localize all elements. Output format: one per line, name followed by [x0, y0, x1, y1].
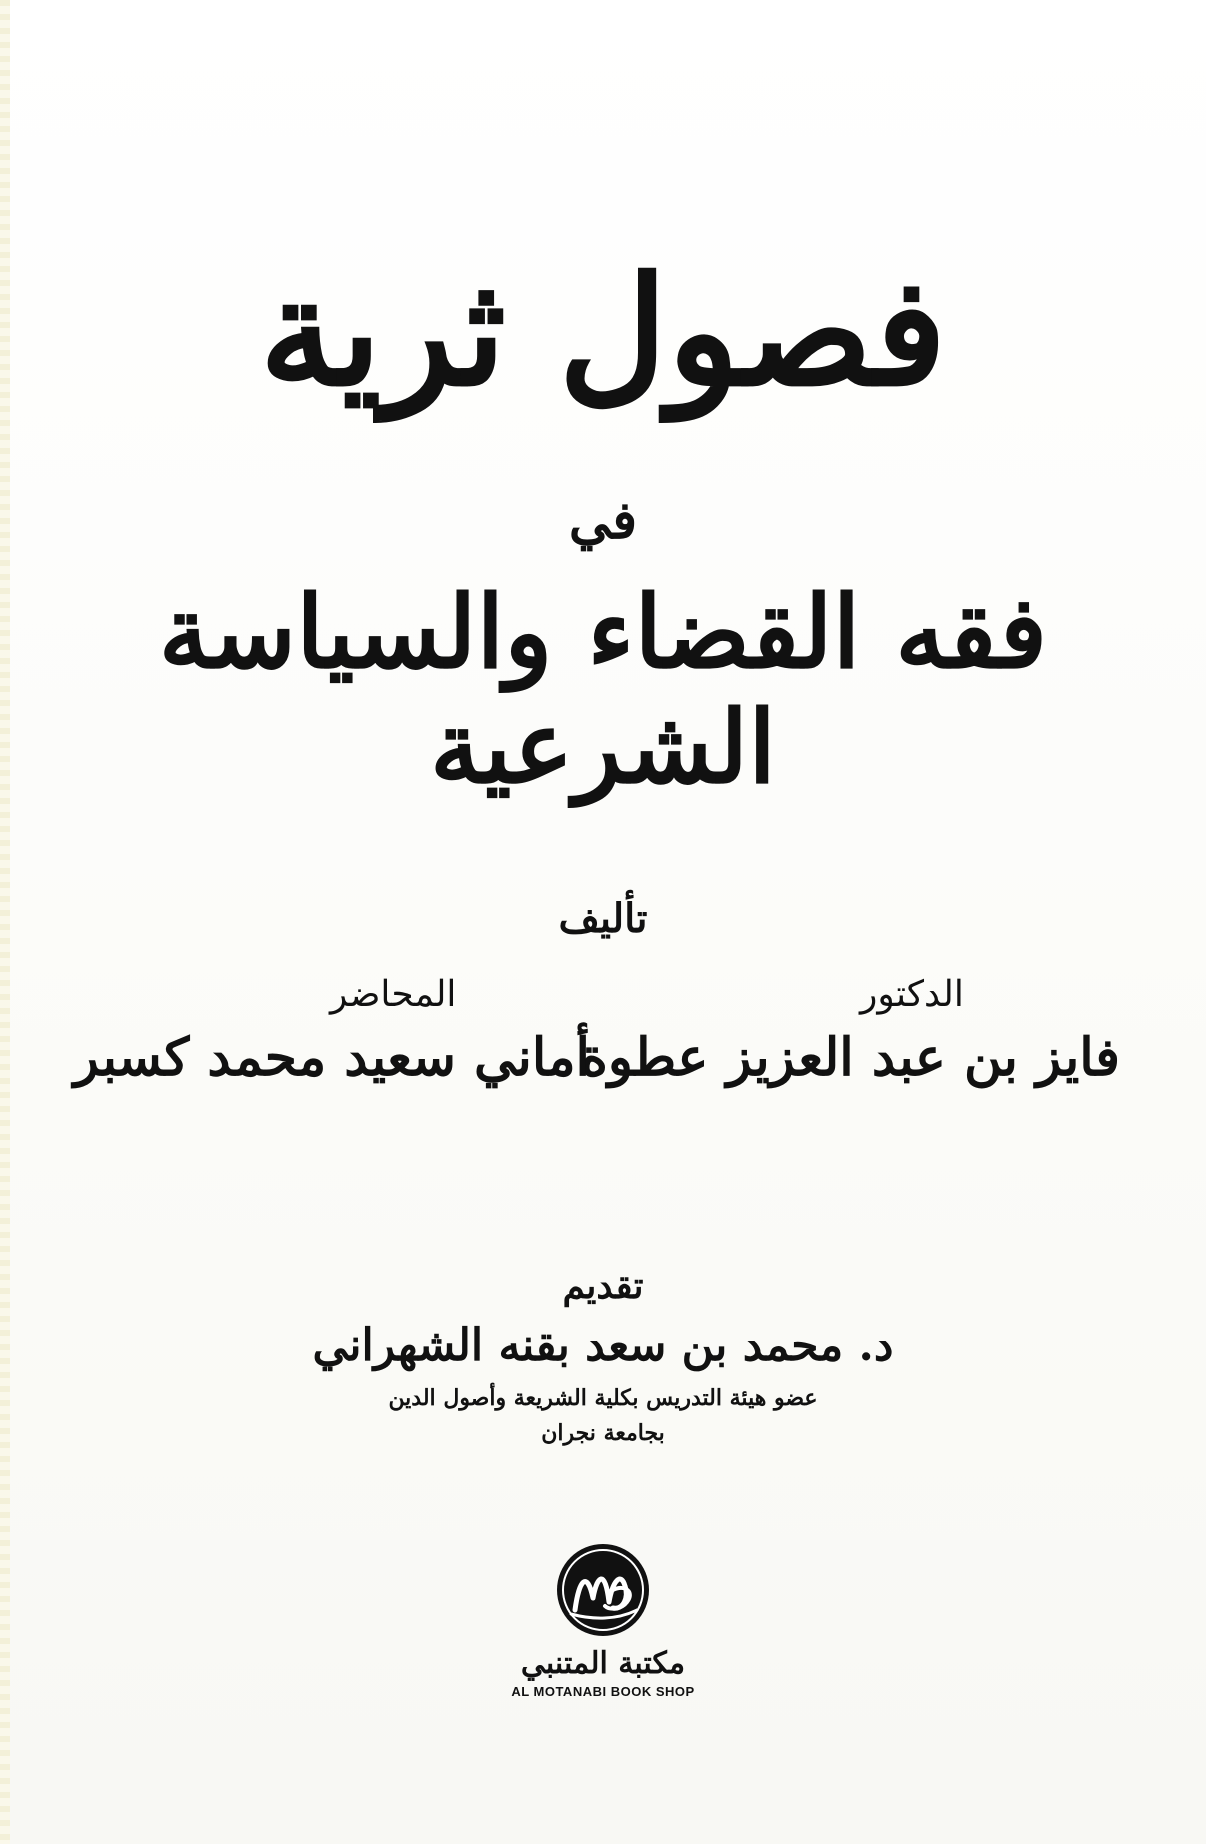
preface-label: تقديم — [562, 1265, 644, 1307]
author-secondary-title: المحاضر — [330, 974, 457, 1015]
author-secondary — [73, 974, 590, 1088]
preface-author-university: بجامعة نجران — [541, 1420, 665, 1446]
preface-author-name: د. محمد بن سعد بقنه الشهراني — [312, 1320, 894, 1371]
authorship-label: تأليف — [558, 895, 648, 942]
book-subtitle: فقه القضاء والسياسة الشرعية — [158, 573, 1048, 806]
author-primary-name: فايز بن عبد العزيز عطوة — [580, 1026, 1120, 1088]
publisher-block — [503, 1540, 703, 1699]
publisher-name-english: AL MOTANABI BOOK SHOP — [511, 1684, 695, 1699]
author-primary-title: الدكتور — [860, 974, 964, 1015]
preface-author-role: عضو هيئة التدريس بكلية الشريعة وأصول الدين — [388, 1385, 818, 1411]
mb-monogram-logo-icon — [553, 1540, 653, 1640]
author-secondary-name: أماني سعيد محمد كسبر — [73, 1026, 590, 1088]
title-connector: في — [568, 490, 638, 551]
author-primary — [580, 974, 1120, 1088]
book-title: فصول ثرية — [259, 244, 947, 420]
publisher-name-arabic: مكتبة المتنبي — [520, 1646, 686, 1681]
